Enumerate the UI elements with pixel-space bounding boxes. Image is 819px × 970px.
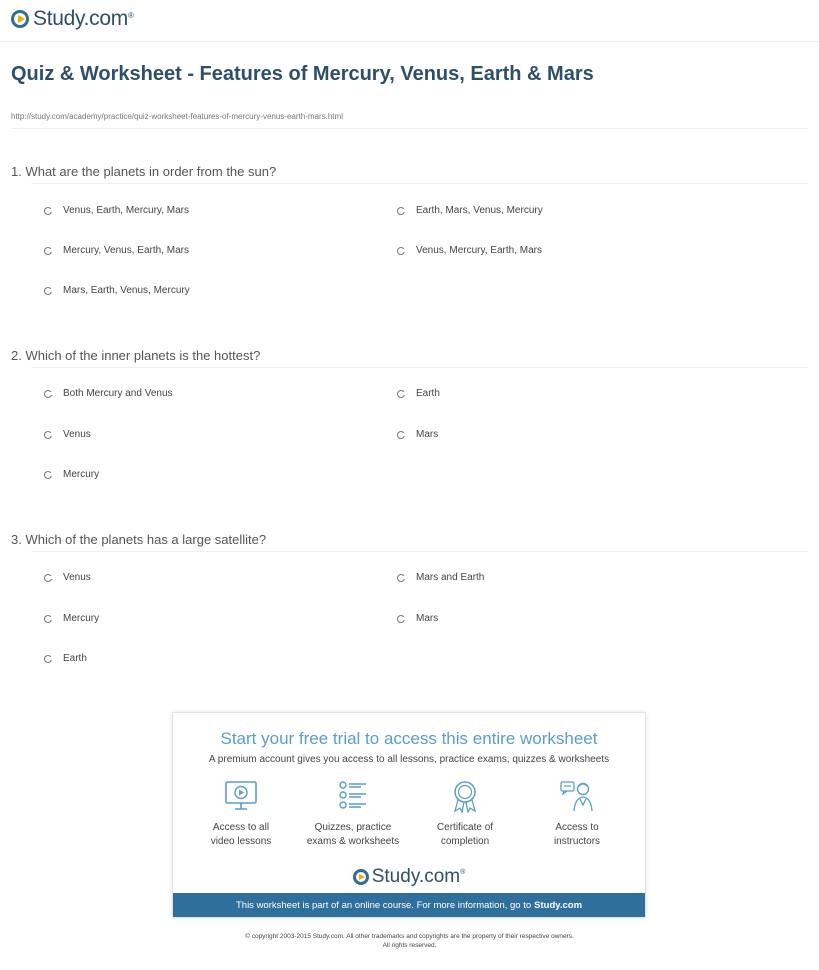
option-label: Mercury (63, 469, 100, 480)
answer-option[interactable] (44, 285, 190, 296)
feature-instructors (522, 779, 632, 849)
option-label: Mars (416, 429, 439, 440)
radio-button-icon[interactable] (397, 431, 405, 439)
question-text: 3. Which of the planets has a large satellite? (11, 532, 267, 547)
video-lessons-icon (223, 779, 259, 813)
question-divider (31, 183, 808, 184)
option-label: Mars, Earth, Venus, Mercury (63, 285, 190, 296)
option-label: Venus, Earth, Mercury, Mars (63, 205, 189, 216)
title-divider (11, 128, 808, 129)
radio-button-icon[interactable] (44, 287, 52, 295)
radio-button-icon[interactable] (397, 615, 405, 623)
radio-button-icon[interactable] (44, 615, 52, 623)
option-label: Mercury (63, 613, 100, 624)
answer-option[interactable] (44, 205, 189, 216)
option-label: Venus (63, 572, 91, 583)
radio-button-icon[interactable] (44, 574, 52, 582)
quiz-list-icon (335, 779, 371, 813)
radio-button-icon[interactable] (44, 471, 52, 479)
free-trial-promo (172, 712, 646, 918)
option-label: Mercury, Venus, Earth, Mars (63, 245, 189, 256)
play-logo-icon (11, 10, 29, 28)
radio-button-icon[interactable] (44, 247, 52, 255)
radio-button-icon[interactable] (44, 655, 52, 663)
answer-option[interactable] (44, 429, 91, 440)
course-banner (173, 893, 645, 917)
header-divider (0, 41, 819, 42)
radio-button-icon[interactable] (397, 574, 405, 582)
question-2 (11, 348, 808, 368)
banner-text: This worksheet is part of an online course. For more information, go to (235, 899, 532, 911)
answer-option[interactable] (44, 653, 87, 664)
promo-features (173, 779, 645, 849)
instructor-icon (559, 779, 595, 813)
option-label: Venus (63, 429, 91, 440)
radio-button-icon[interactable] (397, 247, 405, 255)
answer-option[interactable] (397, 429, 438, 440)
feature-certificate (410, 779, 520, 849)
radio-button-icon[interactable] (44, 207, 52, 215)
banner-link[interactable]: Study.com (534, 899, 583, 911)
option-label: Earth (416, 388, 440, 399)
option-label: Mars (416, 613, 439, 624)
option-label: Venus, Mercury, Earth, Mars (416, 245, 542, 256)
answer-option[interactable] (44, 469, 99, 480)
question-text: 1. What are the planets in order from the sun? (11, 164, 277, 179)
feature-label: Access to all video lessons (210, 822, 272, 847)
page-title: Quiz & Worksheet - Features of Mercury, Venus, Earth & Mars (11, 63, 594, 85)
answer-option[interactable] (44, 613, 99, 624)
feature-video-lessons (186, 779, 296, 849)
answer-option[interactable] (397, 388, 440, 399)
answer-option[interactable] (397, 572, 484, 583)
study-logo[interactable] (11, 7, 134, 31)
logo-trademark: ® (460, 869, 466, 876)
logo-wordmark: Study.com (33, 7, 128, 30)
feature-label: Certificate of completion (436, 822, 494, 847)
option-label: Both Mercury and Venus (63, 388, 173, 399)
answer-option[interactable] (397, 245, 542, 256)
question-3 (11, 532, 808, 552)
answer-option[interactable] (44, 245, 189, 256)
answer-option[interactable] (44, 388, 173, 399)
logo-trademark: ® (127, 11, 134, 20)
option-label: Earth, Mars, Venus, Mercury (416, 205, 543, 216)
answer-option[interactable] (44, 572, 91, 583)
option-label: Mars and Earth (416, 572, 485, 583)
answer-option[interactable] (397, 205, 543, 216)
question-divider (31, 367, 808, 368)
logo-wordmark: Study.com (371, 866, 461, 887)
radio-button-icon[interactable] (44, 390, 52, 398)
copyright-line: © copyright 2003-2015 Study.com. All other trademarks and copyrights are the property of their respective owners. (245, 933, 574, 940)
certificate-ribbon-icon (447, 779, 483, 813)
feature-quizzes (298, 779, 408, 849)
answer-option[interactable] (397, 613, 438, 624)
radio-button-icon[interactable] (397, 390, 405, 398)
promo-subtitle: A premium account gives you access to all lessons, practice exams, quizzes & worksheets (208, 754, 610, 765)
radio-button-icon[interactable] (44, 431, 52, 439)
page-url: http://study.com/academy/practice/quiz-worksheet-features-of-mercury-venus-earth-mars.html (11, 112, 343, 121)
question-divider (31, 551, 808, 552)
promo-study-logo[interactable] (173, 866, 645, 888)
copyright-line: All rights reserved. (382, 942, 437, 949)
radio-button-icon[interactable] (397, 207, 405, 215)
promo-headline[interactable]: Start your free trial to access this entire worksheet (220, 729, 598, 748)
feature-label: Quizzes, practice exams & worksheets (306, 822, 400, 847)
question-text: 2. Which of the inner planets is the hottest? (11, 348, 261, 363)
feature-label: Access to instructors (553, 822, 601, 847)
question-1 (11, 164, 808, 184)
copyright-notice (0, 932, 819, 950)
option-label: Earth (63, 653, 87, 664)
play-logo-icon (353, 869, 369, 885)
